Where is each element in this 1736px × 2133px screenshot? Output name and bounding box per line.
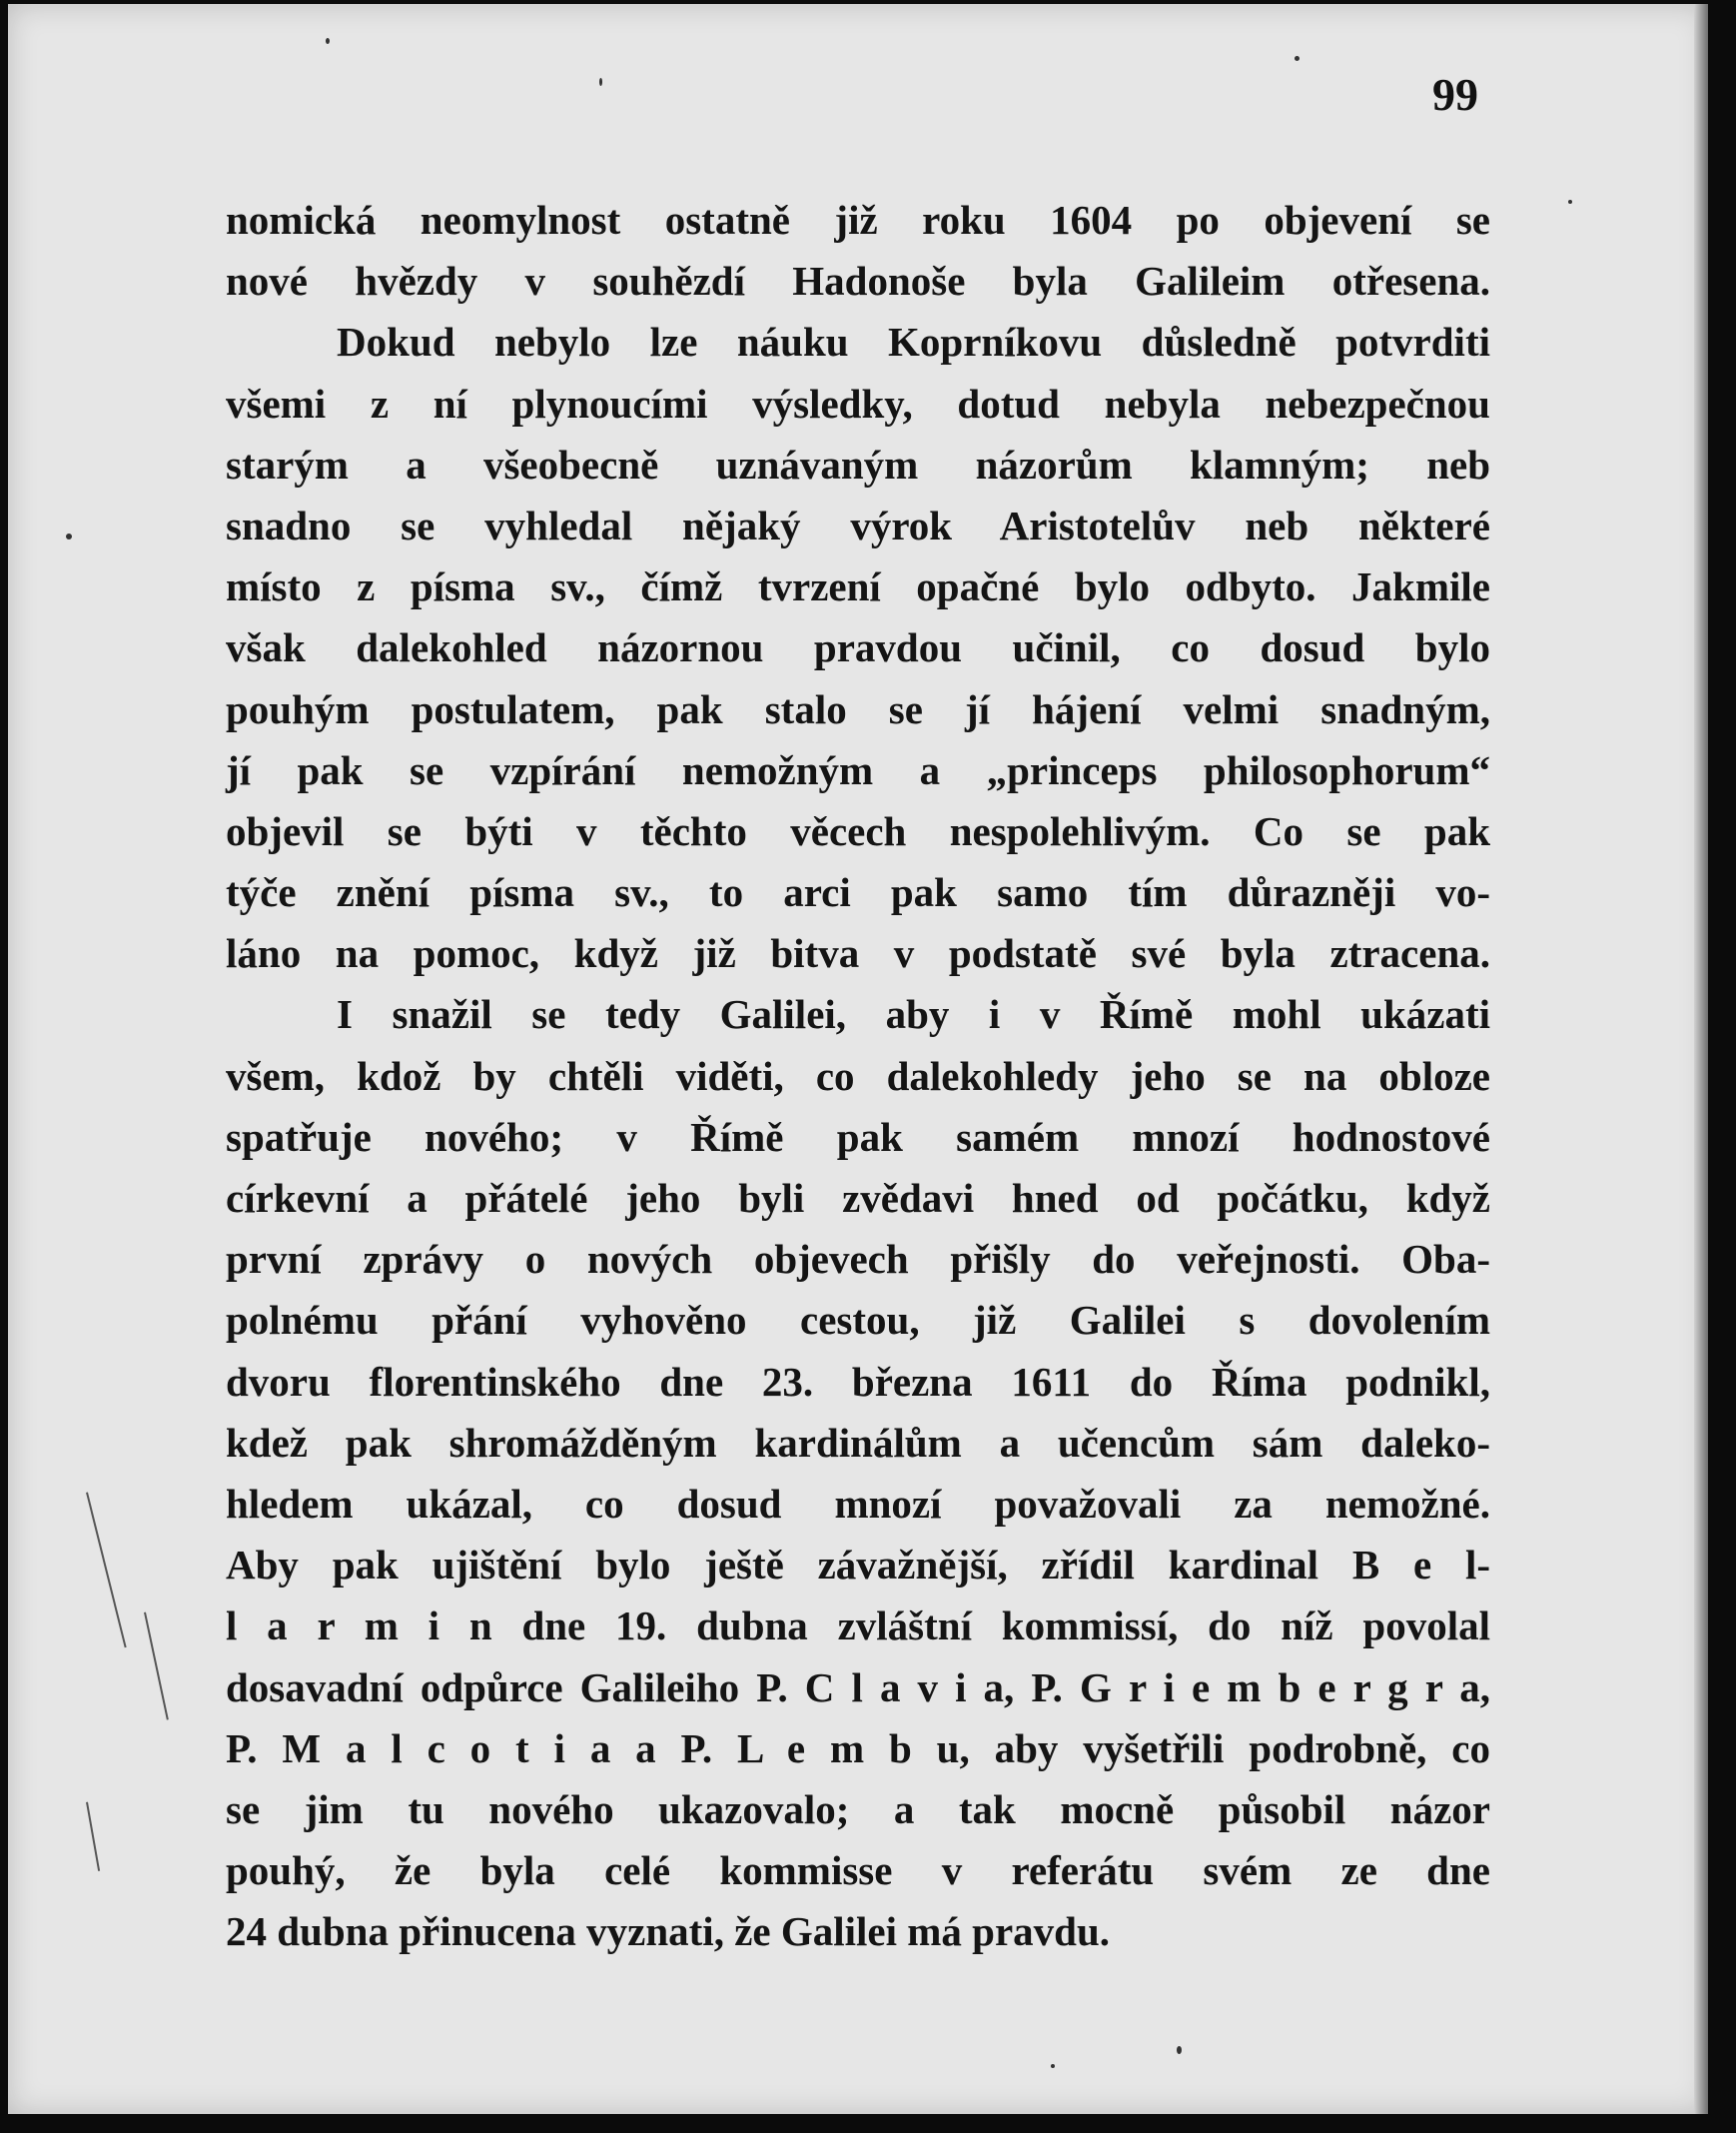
scan-scratch (144, 1612, 169, 1720)
scan-speck (1177, 2046, 1182, 2054)
text-line: se jim tu nového ukazovalo; a tak mocně působil názor (226, 1785, 1490, 1832)
text-line: snadno se vyhledal nějaký výrok Aristotelův neb některé (226, 502, 1490, 548)
scan-speck (66, 533, 72, 539)
body-text (226, 190, 1490, 1962)
text-line: dosavadní odpůrce Galileiho P. C l a v i a, P. G r i e m b e r g r a, (226, 1663, 1490, 1710)
text-line: pouhým postulatem, pak stalo se jí hájení velmi snadným, (226, 685, 1490, 732)
text-line: kdež pak shromážděným kardinálům a učencům sám daleko- (226, 1419, 1490, 1466)
text-line: první zprávy o nových objevech přišly do veřejnosti. Oba- (226, 1236, 1490, 1283)
text-line: objevil se býti v těchto věcech nespolehlivým. Co se pak (226, 807, 1490, 854)
text-line: týče znění písma sv., to arci pak samo tím důrazněji vo- (226, 869, 1490, 916)
scan-scratch (86, 1493, 127, 1648)
text-line: polnému přání vyhověno cestou, již Galilei s dovolením (226, 1297, 1490, 1344)
text-line: 24 dubna přinucena vyznati, že Galilei má pravdu. (226, 1908, 1111, 1955)
text-line: dvoru florentinského dne 23. března 1611 do Říma podnikl, (226, 1358, 1490, 1405)
scan-speck (1568, 200, 1572, 204)
text-line: pouhý, že byla celé kommisse v referátu svém ze dne (226, 1847, 1490, 1894)
page-edge-shadow (1694, 4, 1708, 2114)
text-line: všemi z ní plynoucími výsledky, dotud nebyla nebezpečnou (226, 380, 1490, 427)
text-line: jí pak se vzpírání nemožným a „princeps philosophorum“ (226, 746, 1490, 793)
text-line: P. M a l c o t i a a P. L e m b u, aby vyšetřili podrobně, co (226, 1724, 1490, 1771)
text-line: církevní a přátelé jeho byli zvědavi hned od počátku, když (226, 1175, 1490, 1221)
text-line: láno na pomoc, když již bitva v podstatě své byla ztracena. (226, 930, 1490, 977)
scan-speck (1295, 56, 1300, 61)
book-page (8, 4, 1708, 2114)
text-line: starým a všeobecně uznávaným názorům klamným; neb (226, 441, 1490, 488)
text-line: I snažil se tedy Galilei, aby i v Římě mohl ukázati (337, 991, 1490, 1038)
page-number: 99 (1432, 69, 1478, 120)
text-line: všem, kdož by chtěli viděti, co dalekohledy jeho se na obloze (226, 1052, 1490, 1099)
text-line: l a r m i n dne 19. dubna zvláštní kommissí, do níž povolal (226, 1602, 1490, 1649)
text-line: spatřuje nového; v Římě pak samém mnozí hodnostové (226, 1113, 1490, 1160)
scan-speck (1051, 2064, 1055, 2068)
text-line: nomická neomylnost ostatně již roku 1604 po objevení se (226, 197, 1490, 243)
text-line: hledem ukázal, co dosud mnozí považovali za nemožné. (226, 1480, 1490, 1527)
text-line: Dokud nebylo lze náuku Koprníkovu důsledně potvrditi (337, 319, 1490, 366)
scan-scratch (86, 1802, 100, 1871)
scan-speck (599, 78, 602, 86)
text-line: Aby pak ujištění bylo ještě závažnější, zřídil kardinal B e l- (226, 1542, 1490, 1589)
text-line: místo z písma sv., čímž tvrzení opačné bylo odbyto. Jakmile (226, 563, 1490, 610)
text-line: však dalekohled názornou pravdou učinil, co dosud bylo (226, 624, 1490, 671)
text-line: nové hvězdy v souhězdí Hadonoše byla Galileim otřesena. (226, 258, 1490, 305)
scan-speck (326, 38, 330, 44)
